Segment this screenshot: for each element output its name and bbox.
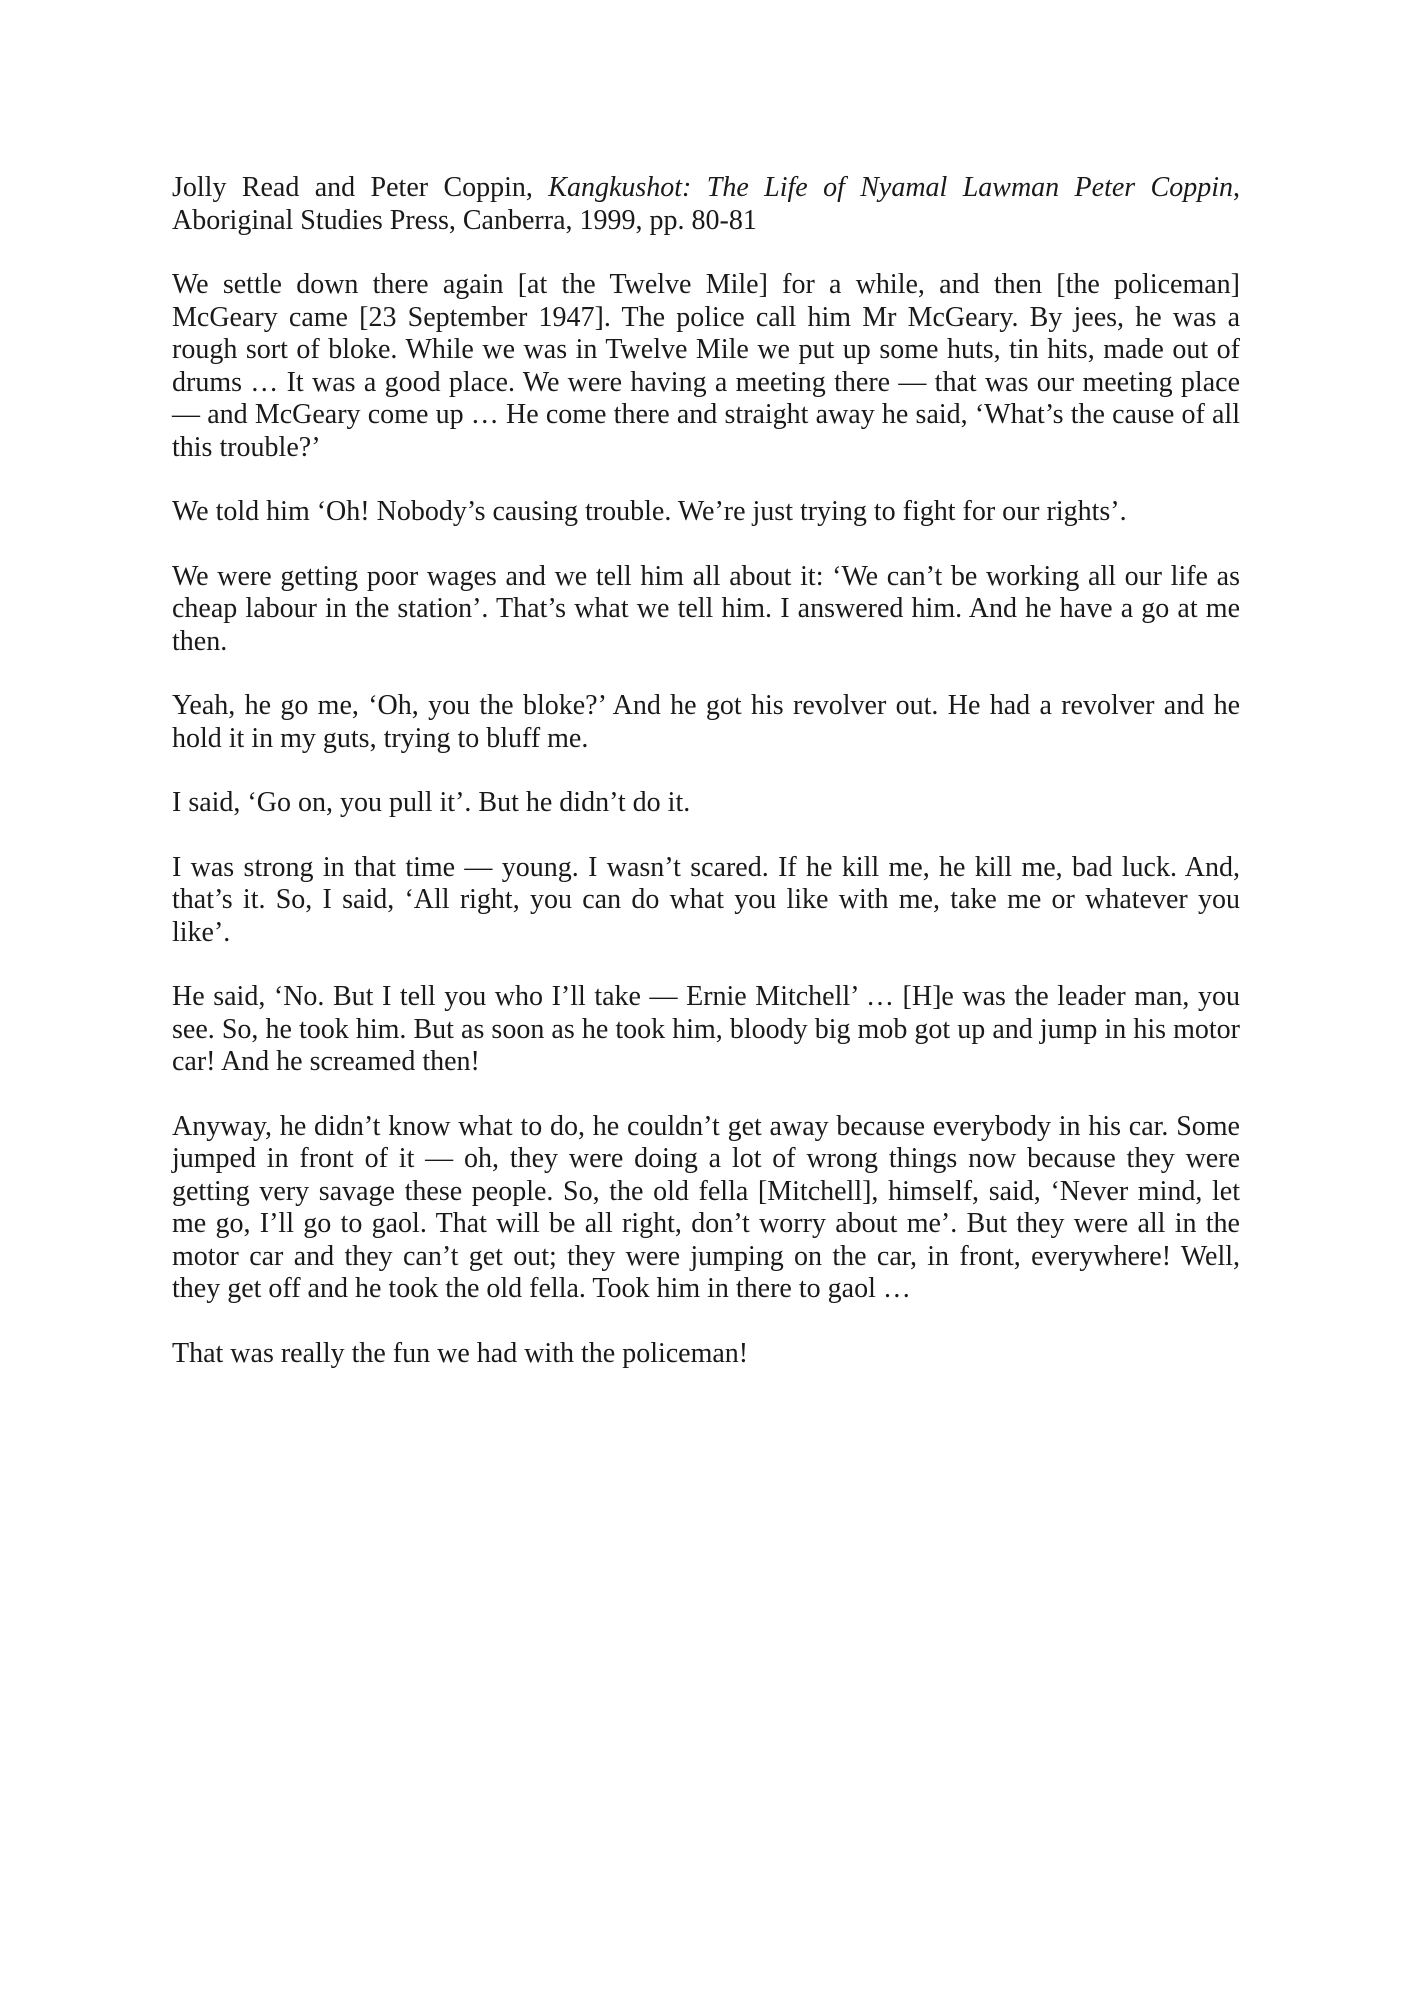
paragraph-3: We were getting poor wages and we tell him all about it: ‘We can’t be working all our life as cheap labour in the station’. That’s what we tell him. I answered him. And he have a go at me then. — [172, 560, 1240, 657]
citation-authors: Jolly Read and Peter Coppin, — [172, 172, 533, 203]
paragraph-6: I was strong in that time — young. I wasn’t scared. If he kill me, he kill me, bad luck. And, that’s it. So, I said, ‘All right, you can do what you like with me, take me or whatever you like’. — [172, 851, 1240, 948]
paragraph-2: We told him ‘Oh! Nobody’s causing trouble. We’re just trying to fight for our rights’. — [172, 496, 1127, 527]
paragraph-4: Yeah, he go me, ‘Oh, you the bloke?’ And he got his revolver out. He had a revolver and he hold it in my guts, trying to bluff me. — [172, 690, 1240, 754]
paragraph-7: He said, ‘No. But I tell you who I’ll take — Ernie Mitchell’ … [H]e was the leader man, you see. So, he took him. But as soon as he took him, bloody big mob got up and jump in his motor car! And he screamed then! — [172, 981, 1240, 1077]
paragraph-8: Anyway, he didn’t know what to do, he couldn’t get away because everybody in his car. Some jumped in front of it — oh, they were doing a lot of wrong things now because they were getting very savage these people. So, the old fella [Mitchell], himself, said, ‘Never mind, let me go, I’ll go to gaol. That will be all right, don’t worry about me’. But they were all in the motor car and they can’t get out; they were jumping on the car, in front, everywhere! Well, they get off and he took the old fella. Took him in there to gaol … — [172, 1110, 1240, 1304]
document-page — [172, 172, 1240, 1402]
paragraph-1: We settle down there again [at the Twelve Mile] for a while, and then [the policeman] McGeary came [23 September 1947]. The police call him Mr McGeary. By jees, he was a rough sort of bloke. While we was in Twelve Mile we put up some huts, tin hits, made out of drums … It was a good place. We were having a meeting there — that was our meeting place — and McGeary come up … He come there and straight away he said, ‘What’s the cause of all this trouble?’ — [172, 269, 1240, 463]
citation — [172, 172, 1240, 237]
citation-title: Kangkushot: The Life of Nyamal Lawman Peter Coppin — [548, 172, 1234, 203]
paragraph-9: That was really the fun we had with the policeman! — [172, 1337, 749, 1369]
citation-publication: , Aboriginal Studies Press, Canberra, 1999, pp. 80-81 — [172, 172, 1241, 236]
paragraph-5: I said, ‘Go on, you pull it’. But he didn’t do it. — [172, 787, 691, 818]
